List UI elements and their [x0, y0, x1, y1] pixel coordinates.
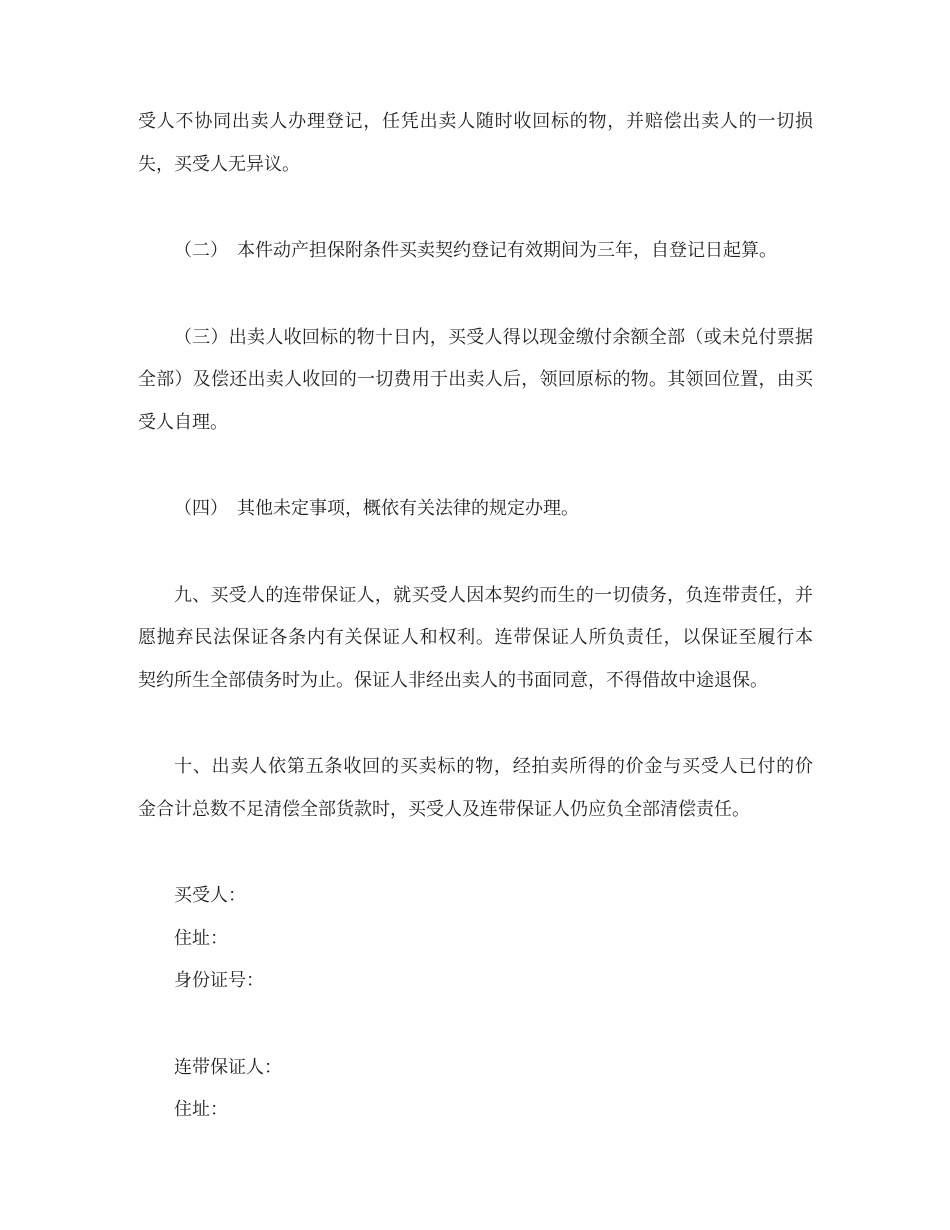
document-content	[138, 100, 813, 1175]
clause-10-paragraph	[138, 745, 813, 830]
contract-line: 金合计总数不足清偿全部货款时，买受人及连带保证人仍应负全部清偿责任。	[138, 798, 750, 819]
contract-line: （二） 本件动产担保附条件买卖契约登记有效期间为三年，自登记日起算。	[174, 240, 777, 260]
clause-8-item-3-paragraph	[138, 316, 813, 444]
contract-line: 失，买受人无异议。	[138, 153, 300, 174]
contract-line: （三）出卖人收回标的物十日内，买受人得以现金缴付余额全部（或未兑付票据	[174, 326, 813, 347]
clause-8-item-4-paragraph	[138, 487, 813, 530]
clause-8-item-2-paragraph	[138, 229, 813, 272]
contract-line: 受人自理。	[138, 411, 228, 432]
signature-guarantor-block	[138, 1046, 813, 1131]
contract-line: 全部）及偿还出卖人收回的一切费用于出卖人后，领回原标的物。其领回位置，由买	[138, 369, 813, 389]
contract-line: 受人不协同出卖人办理登记，任凭出卖人随时收回标的物，并赔偿出卖人的一切损	[138, 111, 813, 131]
signature-buyer-block	[138, 874, 813, 1002]
buyer-address-line: 住址：	[174, 927, 228, 948]
contract-line: 愿抛弃民法保证各条内有关保证人和权利。连带保证人所负责任，以保证至履行本	[138, 627, 813, 647]
buyer-id-number-line: 身份证号：	[174, 970, 264, 990]
contract-line: （四） 其他未定事项，概依有关法律的规定办理。	[174, 498, 579, 518]
guarantor-label-line: 连带保证人：	[174, 1056, 282, 1077]
guarantor-address-line: 住址：	[174, 1099, 228, 1119]
buyer-label-line: 买受人：	[174, 885, 246, 905]
clause-8-continuation-paragraph	[138, 100, 813, 185]
contract-line: 契约所生全部债务时为止。保证人非经出卖人的书面同意，不得借故中途退保。	[138, 669, 768, 690]
contract-line: 十、出卖人依第五条收回的买卖标的物，经拍卖所得的价金与买受人已付的价	[174, 756, 813, 776]
contract-line: 九、买受人的连带保证人，就买受人因本契约而生的一切债务，负连带责任，并	[174, 584, 813, 605]
clause-9-paragraph	[138, 574, 813, 702]
